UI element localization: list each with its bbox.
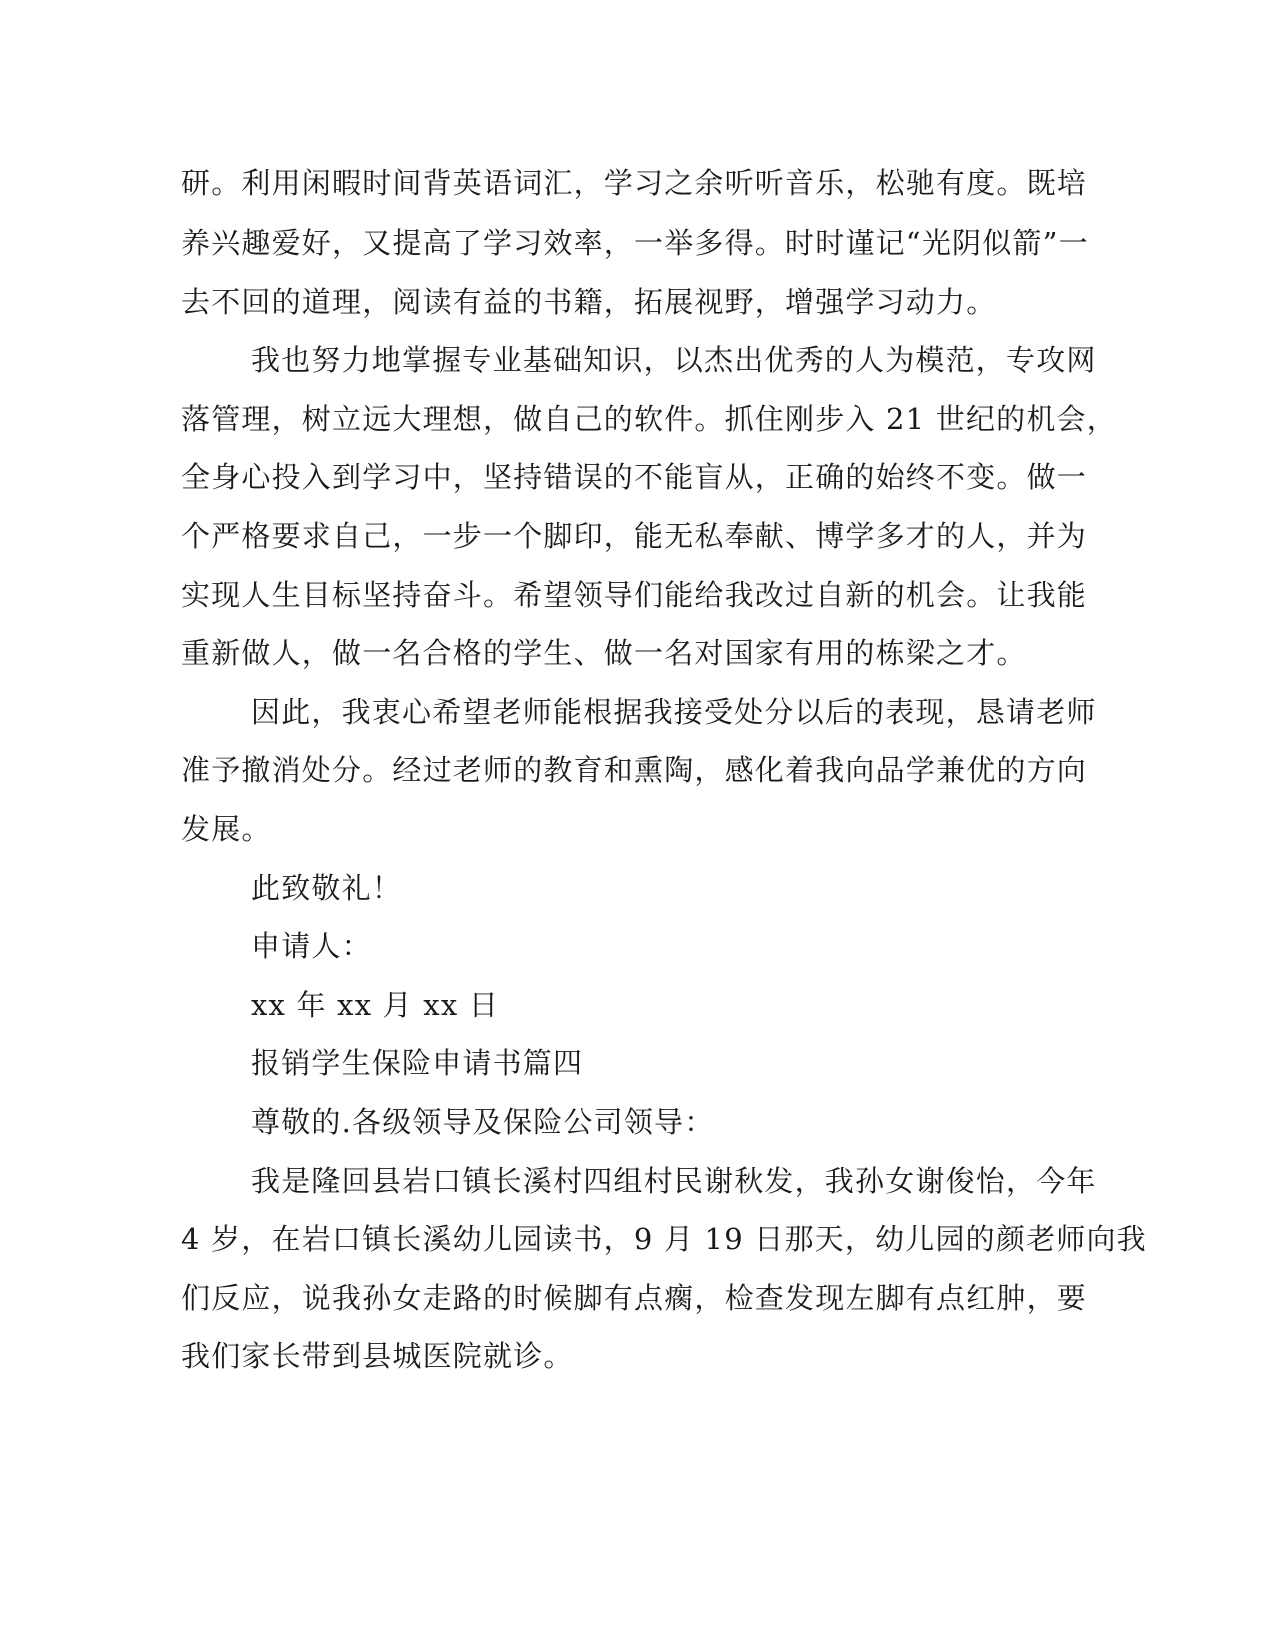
text-line: 养兴趣爱好，又提高了学习效率，一举多得。时时谨记“光阴似箭”一 (181, 226, 1089, 260)
text-line: 发展。 (181, 812, 272, 846)
text-line: 个严格要求自己，一步一个脚印，能无私奉献、博学多才的人，并为 (181, 519, 1088, 553)
text-line: 全身心投入到学习中，坚持错误的不能盲从，正确的始终不变。做一 (181, 460, 1088, 494)
text-line: 准予撤消处分。经过老师的教育和熏陶，感化着我向品学兼优的方向 (181, 753, 1088, 787)
closing-salutation: 此致敬礼！ (251, 871, 403, 905)
text-line: 我也努力地掌握专业基础知识，以杰出优秀的人为模范，专攻网 (251, 343, 1097, 377)
text-line: 们反应，说我孙女走路的时候脚有点瘸，检查发现左脚有点红肿，要 (181, 1281, 1088, 1315)
section-heading: 报销学生保险申请书篇四 (251, 1046, 584, 1080)
text-line: 我是隆回县岩口镇长溪村四组村民谢秋发，我孙女谢俊怡，今年 (251, 1164, 1097, 1198)
letter-greeting: 尊敬的.各级领导及保险公司领导： (251, 1105, 715, 1139)
text-line: 研。利用闲暇时间背英语词汇，学习之余听听音乐，松驰有度。既培 (181, 166, 1088, 200)
text-line: 去不回的道理，阅读有益的书籍，拓展视野，增强学习动力。 (181, 285, 997, 319)
date-line: xx 年 xx 月 xx 日 (251, 988, 500, 1022)
text-line: 4 岁，在岩口镇长溪幼儿园读书，9 月 19 日那天，幼儿园的颜老师向我 (181, 1222, 1147, 1256)
applicant-label: 申请人： (251, 929, 372, 963)
text-line: 我们家长带到县城医院就诊。 (181, 1339, 574, 1373)
text-line: 重新做人，做一名合格的学生、做一名对国家有用的栋梁之才。 (181, 636, 1027, 670)
text-line: 实现人生目标坚持奋斗。希望领导们能给我改过自新的机会。让我能 (181, 578, 1088, 612)
text-line: 落管理，树立远大理想，做自己的软件。抓住刚步入 21 世纪的机会， (181, 402, 1117, 436)
text-line: 因此，我衷心希望老师能根据我接受处分以后的表现，恳请老师 (251, 695, 1097, 729)
